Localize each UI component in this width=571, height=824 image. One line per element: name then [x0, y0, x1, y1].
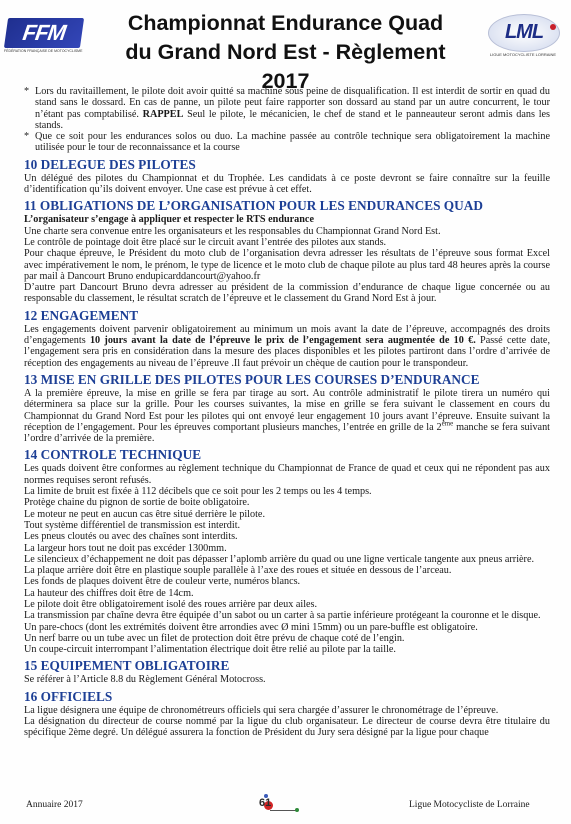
text-run: Tout système différentiel de transmission est interdit. [24, 519, 241, 531]
bold-text: RAPPEL [142, 108, 184, 120]
text-run: ème [441, 419, 454, 428]
text-run: Un pare-chocs (dont les extrémités doivent être arrondies avec Ø mini 15mm) ou un pare-buffle est obligatoire. [24, 621, 478, 633]
paragraph [24, 509, 550, 520]
paragraph [24, 388, 550, 444]
paragraph [24, 576, 550, 587]
page-footer [0, 796, 571, 816]
page-number: 61 [259, 797, 272, 809]
paragraph [24, 486, 550, 497]
bullet-icon: * [24, 86, 30, 97]
text-run: La désignation du directeur de course nommé par la ligue du club organisateur. Le directeur de course devra être titulaire du spécifique 2ème degré. Un délégué assurera la fonction de Président du Jury sera désigné par la ligue pour chaque [24, 716, 550, 739]
paragraph [24, 565, 550, 576]
page-title [100, 9, 471, 96]
paragraph [24, 237, 550, 248]
paragraph [24, 705, 550, 716]
text-run: Le contrôle de pointage doit être placé sur le circuit avant l’entrée des pilotes aux stands. [24, 236, 387, 248]
text-run: Protège chaine du pignon de sortie de boite obligatoire. [24, 497, 250, 509]
lml-logo-caption: LIGUE MOTOCYCLISTE LORRAINE [489, 52, 557, 57]
footer-annuaire: Annuaire 2017 [26, 800, 83, 810]
paragraph [24, 610, 550, 621]
text-run: La largeur hors tout ne doit pas excéder 1300mm. [24, 542, 227, 554]
section [24, 448, 550, 655]
section [24, 158, 550, 196]
ffm-logo-caption: FÉDÉRATION FRANÇAISE DE MOTOCYCLISME [4, 49, 83, 53]
lml-logo [488, 14, 560, 52]
bold-text: 10 jours avant la date de l’épreuve le prix de l’engagement sera augmentée de 10 €. [89, 335, 476, 347]
text-run: manche se fera suivant l’ordre d’arrivée de la première. [24, 421, 550, 445]
text-run: A la première épreuve, la mise en grille se fera par tirage au sort. Au contrôle administratif le pilote tirera un numéro qui déterminera sa place sur la grille. Pour les courses suivantes, la mise en grille se fera suivant le classement en cours du Championnat du Grand Nord Est pour les pilotes qui ont envoyé leur engagement 10 jours avant l’épreuve. Ensuite suivant la réception de l’engagement. Pour les épreuves comportant plusieurs manches, l’entrée en grille de la 2 [24, 387, 550, 433]
section [24, 199, 550, 304]
paragraph [24, 131, 550, 154]
paragraph [24, 324, 550, 369]
paragraph [24, 644, 550, 655]
section-heading: 13 MISE EN GRILLE DES PILOTES POUR LES COURSES D’ENDURANCE [24, 371, 480, 387]
paragraph [24, 282, 550, 305]
section-heading: 16 OFFICIELS [24, 688, 113, 704]
section-heading: 10 DELEGUE DES PILOTES [24, 156, 196, 172]
text-run: D’autre part Dancourt Bruno devra adresser au président de la commission d’endurance de chaque ligue concernée ou au responsable du classement, le résultat scratch de l’épreuve et le classement du Grand Nord Est à jour. [24, 282, 550, 305]
paragraph [24, 599, 550, 610]
text-run: La hauteur des chiffres doit être de 14cm. [24, 587, 194, 599]
bold-text: L’organisateur s’engage à appliquer et respecter le RTS endurance [24, 214, 314, 226]
text-run: Le pilote doit être obligatoirement isolé des roues arrière par deux ailes. [24, 598, 318, 610]
footer-ligue: Ligue Motocycliste de Lorraine [409, 800, 530, 810]
text-run: Un nerf barre ou un tube avec un filet de protection doit être prévu de chaque coté de l’engin. [24, 632, 405, 644]
paragraph [24, 622, 550, 633]
paragraph [24, 520, 550, 531]
text-run: Les pneus cloutés ou avec des chaînes sont interdits. [24, 531, 238, 543]
text-run: Les engagements doivent parvenir obligatoirement au minimum un mois avant la date de l’épreuve, accompagnés des droits d’engagements [24, 323, 550, 347]
paragraph [24, 554, 550, 565]
section [24, 659, 550, 685]
paragraph [24, 497, 550, 508]
section-heading: 12 ENGAGEMENT [24, 307, 139, 323]
paragraph [24, 463, 550, 486]
text-run: Un coupe-circuit interrompant l’alimentation électrique doit être relié au pilote par la taille. [24, 644, 396, 656]
paragraph [24, 173, 550, 196]
section [24, 309, 550, 369]
text-run: Que ce soit pour les endurances solos ou duo. La machine passée au contrôle technique sera obligatoirement la machine utilisée pour le tour de reconnaissance et la course [35, 131, 550, 154]
text-run: Pour chaque épreuve, le Président du moto club de l’organisation devra adresser les résultats de l’épreuve sous format Excel avec impérativement le nom, le prénom, le type de licence et le moto club de chaque pilote au plus tard 48 heures après la course par mail à Dancourt Bruno endupicarddancourt@yahoo.fr [24, 248, 550, 282]
text-run: Les quads doivent être conformes au règlement technique du Championnat de France de quad et ceux qui ne répondent pas aux normes requises seront refusés. [24, 463, 550, 486]
text-run: Une charte sera convenue entre les organisateurs et les responsables du Championnat Grand Nord Est. [24, 225, 441, 237]
text-run: La limite de bruit est fixée à 112 décibels que ce soit pour les 2 temps ou les 4 temps. [24, 486, 372, 498]
title-line-2: du Grand Nord Est - Règlement 2017 [125, 40, 446, 93]
paragraph [24, 226, 550, 237]
title-line-1: Championnat Endurance Quad [127, 11, 444, 35]
text-run: Le silencieux d’échappement ne doit pas dépasser l’aplomb arrière du quad ou une ligne verticale tangente aux pneus arrière. [24, 553, 535, 565]
document-body [24, 86, 550, 739]
text-run: Le moteur ne peut en aucun cas être situé derrière le pilote. [24, 508, 265, 520]
text-run: Lors du ravitaillement, le pilote doit avoir quitté sa machine sous peine de disqualification. Il est interdit de sortir en quad du stand sans le dossard. En cas de panne, un pilote peut faire rapporter son dossard au stand par un autre concurrent, le tour n’étant pas comptabilisé. [35, 86, 550, 120]
paragraph [24, 86, 550, 131]
intro-notes [24, 86, 550, 154]
section-heading: 11 OBLIGATIONS DE L’ORGANISATION POUR LES ENDURANCES QUAD [24, 198, 483, 214]
paragraph [24, 674, 550, 685]
paragraph [24, 543, 550, 554]
lml-logo-text: LML [504, 21, 544, 43]
page-header [0, 0, 571, 93]
bullet-icon: * [24, 131, 30, 143]
text-run: La ligue désignera une équipe de chronométreurs officiels qui sera chargée d’assurer le chronométrage de l’épreuve. [24, 704, 499, 716]
ffm-logo: FFM [4, 18, 84, 48]
page-number-dot-icon [295, 808, 299, 812]
paragraph [24, 214, 550, 225]
sections [24, 158, 550, 739]
lml-logo-dot-icon [550, 24, 556, 30]
section-heading: 14 CONTROLE TECHNIQUE [24, 447, 202, 463]
page-number-underline [270, 810, 297, 811]
section [24, 373, 550, 444]
paragraph [24, 531, 550, 542]
paragraph [24, 248, 550, 282]
paragraph [24, 588, 550, 599]
paragraph [24, 633, 550, 644]
text-run: Les fonds de plaques doivent être de couleur verte, numéros blancs. [24, 576, 301, 588]
text-run: La plaque arrière doit être en plastique souple parallèle à l’axe des roues et située en dessous de l’arceau. [24, 565, 452, 577]
text-run: Seul le pilote, le mécanicien, le chef de stand et le panneauteur seront admis dans les stands. [35, 108, 551, 131]
text-run: Se référer à l’Article 8.8 du Règlement Général Motocross. [24, 674, 266, 686]
section [24, 690, 550, 739]
text-run: Un délégué des pilotes du Championnat et du Trophée. Les candidats à ce poste devront se faire connaître sur la feuille d’identification qu’ils doivent envoyer. Une case est prévue à cet effet. [24, 172, 550, 196]
section-heading: 15 EQUIPEMENT OBLIGATOIRE [24, 658, 230, 674]
text-run: Passé cette date, l’engagement sera pris en considération dans la mesure des places disponibles et les pilotes partiront dans l’ordre d’arrivée de réception des engagements au niveau de l’épreuve .Il faut prévoir un chèque de caution pour le transpondeur. [24, 335, 550, 369]
paragraph [24, 716, 550, 739]
text-run: La transmission par chaîne devra être équipée d’un sabot ou un carter à sa partie inférieure protégeant la couronne et le disque. [24, 610, 541, 622]
